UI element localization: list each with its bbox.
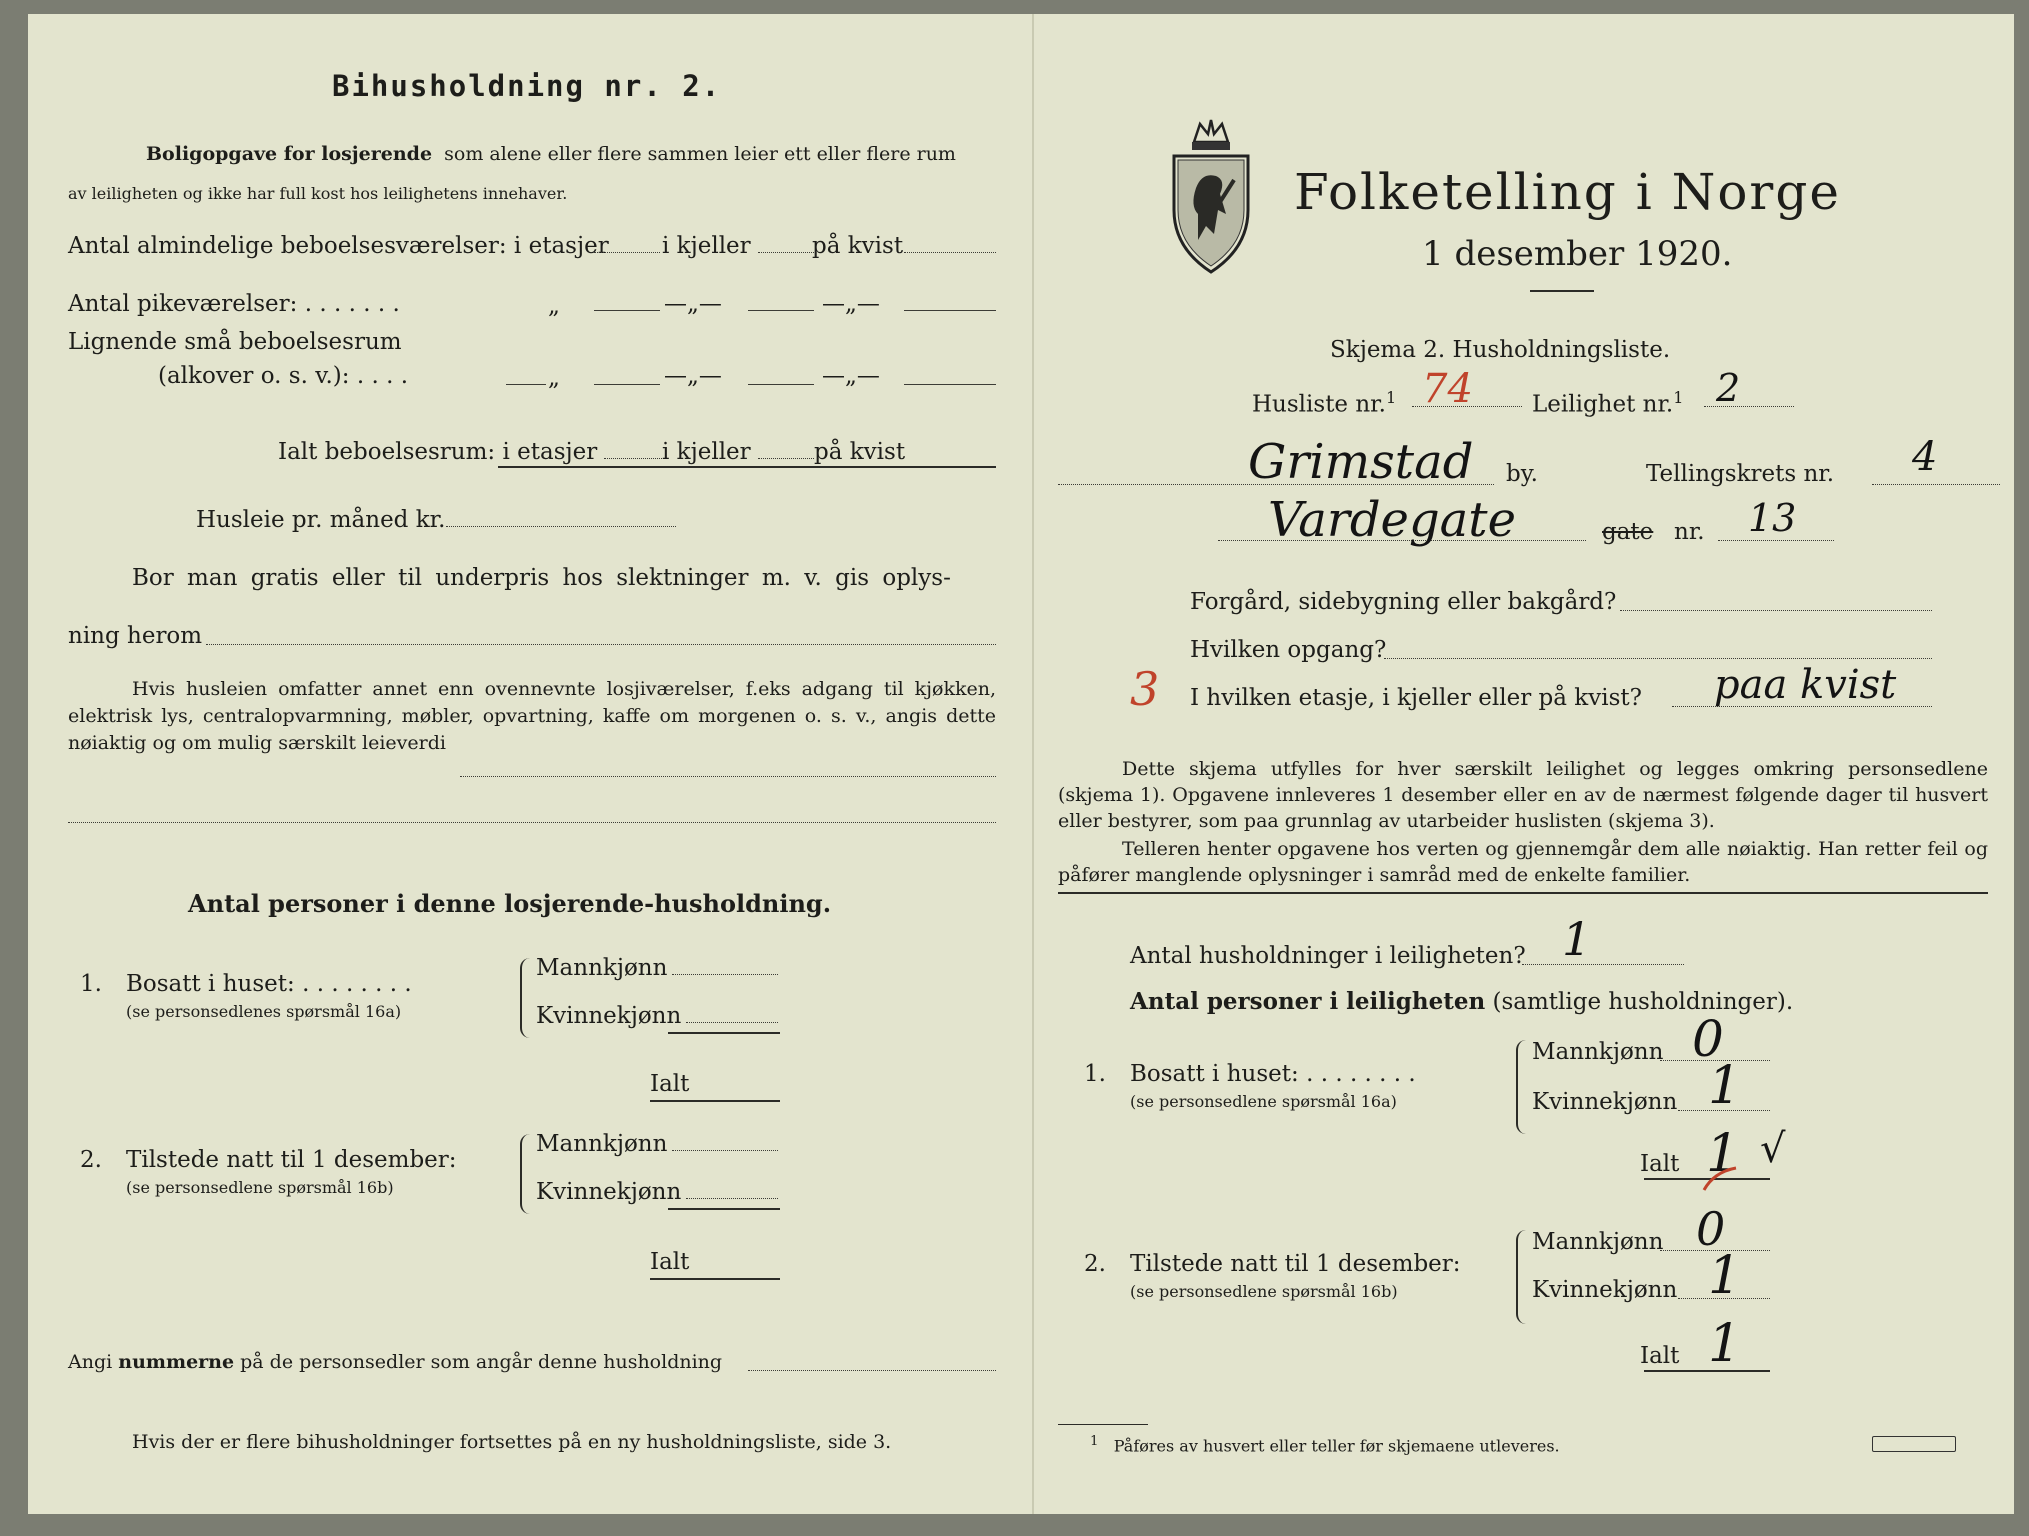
- households-field[interactable]: [1522, 964, 1684, 965]
- check-mark-icon: √: [1760, 1126, 1786, 1172]
- apartment-value: 2: [1716, 366, 1741, 410]
- q2-male-label: Mannkjønn: [536, 1131, 668, 1157]
- left-title: Bihusholdning nr. 2.: [332, 69, 722, 103]
- numbers-bold: nummerne: [118, 1351, 235, 1373]
- intro-rest: som alene eller flere sammen leier ett eller flere rum: [444, 143, 956, 165]
- q1-female-field[interactable]: [686, 1022, 778, 1023]
- footnote-text: Påføres av husvert eller teller før skjemaene utleveres.: [1113, 1436, 1560, 1456]
- apartment-label: [1532, 384, 1683, 419]
- total-rooms-rule: [498, 466, 996, 468]
- q1-female-label: Kvinnekjønn: [1532, 1089, 1678, 1115]
- alcove-line: [506, 384, 546, 385]
- free-line-2: ning herom: [68, 623, 203, 649]
- q2-total-label: Ialt: [650, 1249, 690, 1275]
- ditto-mark: „: [548, 365, 560, 391]
- q2-brace: [520, 1134, 530, 1214]
- q1-female-label: Kvinnekjønn: [536, 1003, 682, 1029]
- alcove-cellar-field[interactable]: [748, 384, 814, 385]
- similar-rooms-label: Lignende små beboelsesrum: [68, 329, 402, 355]
- left-page-bihusholdning: [28, 14, 1032, 1514]
- q1-number: 1.: [80, 971, 102, 997]
- rooms-attic-label: på kvist: [812, 233, 904, 259]
- q2-total-field[interactable]: [650, 1278, 780, 1280]
- q2-female-label: Kvinnekjønn: [536, 1179, 682, 1205]
- q1-sub: (se personsedlene spørsmål 16a): [1130, 1092, 1397, 1111]
- apartment-text: Leilighet nr.: [1532, 391, 1674, 418]
- q1-brace: [520, 958, 530, 1038]
- rooms-label: Antal almindelige beboelsesværelser: i etasjer: [68, 233, 609, 259]
- persons-bold: Antal personer i leiligheten: [1130, 988, 1486, 1015]
- floor-value: paa kvist: [1714, 662, 1897, 708]
- q1-brace: [1516, 1040, 1526, 1134]
- ditto-mark: —„—: [664, 291, 722, 317]
- footnote-mark: 1: [1090, 1434, 1099, 1449]
- persons-rest: (samtlige husholdninger).: [1492, 989, 1794, 1015]
- q1-label: Bosatt i huset: . . . . . . . .: [126, 971, 412, 997]
- q1-female-value: 1: [1708, 1056, 1742, 1116]
- section-divider: [1058, 892, 1988, 894]
- q2-total-label: Ialt: [1640, 1343, 1680, 1369]
- q1-total-field[interactable]: [650, 1100, 780, 1102]
- alcove-floor-field[interactable]: [594, 384, 660, 385]
- q2-female-label: Kvinnekjønn: [1532, 1277, 1678, 1303]
- title-divider: [1530, 290, 1594, 292]
- rent-note-field-2[interactable]: [68, 822, 996, 823]
- house-list-text: Husliste nr.: [1252, 391, 1386, 418]
- numbers-rest: på de personsedler som angår denne husholdning: [240, 1351, 723, 1373]
- total-attic-label: på kvist: [814, 439, 906, 465]
- entrance-question: Hvilken opgang?: [1190, 637, 1387, 663]
- footnote-mark: 1: [1673, 388, 1684, 407]
- rooms-cellar-field[interactable]: [758, 252, 814, 253]
- q2-male-value: 0: [1696, 1202, 1726, 1256]
- q2-male-label: Mannkjønn: [1532, 1229, 1664, 1255]
- total-floor-field[interactable]: [604, 458, 662, 459]
- house-list-label: [1252, 384, 1396, 419]
- rent-field[interactable]: [446, 526, 676, 527]
- q2-male-field[interactable]: [672, 1150, 778, 1151]
- q1-male-value: 0: [1692, 1010, 1724, 1068]
- maid-floor-field[interactable]: [594, 310, 660, 311]
- q1-number: 1.: [1084, 1061, 1106, 1087]
- q2-label: Tilstede natt til 1 desember:: [126, 1147, 457, 1173]
- district-field[interactable]: [1872, 484, 2000, 485]
- floor-question: I hvilken etasje, i kjeller eller på kvist?: [1190, 685, 1642, 711]
- norwegian-coat-of-arms-icon: [1168, 114, 1254, 278]
- printer-stamp: [1872, 1436, 1956, 1452]
- q1-label: Bosatt i huset: . . . . . . . .: [1130, 1061, 1416, 1087]
- total-cellar-field[interactable]: [758, 458, 814, 459]
- rooms-floor-field[interactable]: [594, 252, 660, 253]
- q1-total-value: 1: [1706, 1124, 1740, 1184]
- free-field[interactable]: [206, 644, 996, 645]
- q2-sub: (se personsedlene spørsmål 16b): [1130, 1282, 1398, 1301]
- town-value: Grimstad: [1248, 434, 1474, 490]
- q2-total-value: 1: [1708, 1314, 1742, 1374]
- q2-number: 2.: [1084, 1251, 1106, 1277]
- ditto-mark: „: [548, 293, 560, 319]
- house-list-value: 74: [1422, 366, 1473, 412]
- q1-total-label: Ialt: [1640, 1151, 1680, 1177]
- census-sheet: [28, 14, 2014, 1514]
- rooms-attic-field[interactable]: [904, 252, 996, 253]
- maid-cellar-field[interactable]: [748, 310, 814, 311]
- q1-rule: [668, 1032, 780, 1034]
- alcove-attic-field[interactable]: [904, 384, 996, 385]
- q2-brace: [1516, 1230, 1526, 1324]
- numbers-line: [68, 1348, 722, 1376]
- q2-female-field[interactable]: [686, 1198, 778, 1199]
- intro-bold: Boligopgave for losjerende: [146, 143, 433, 165]
- rooms-cellar-label: i kjeller: [662, 233, 751, 259]
- numbers-field[interactable]: [748, 1370, 996, 1371]
- rent-note-field[interactable]: [460, 776, 996, 777]
- total-cellar-label: i kjeller: [662, 439, 751, 465]
- ditto-mark: —„—: [822, 291, 880, 317]
- free-line-1: Bor man gratis eller til underpris hos slektninger m. v. gis oplys-: [132, 565, 951, 591]
- instructions-1: Dette skjema utfylles for hver særskilt leilighet og legges omkring personsedlene (skjema 1). Opgavene innleveres 1 desember eller en av de nærmest følgende dager til husvert eller bestyrer, som paa grunnlag av utarbeider huslisten (skjema 3).: [1058, 758, 1988, 832]
- alcoves-label: (alkover o. s. v.): . . . .: [158, 363, 409, 389]
- footnote: [1090, 1428, 1560, 1460]
- district-label: Tellingskrets nr.: [1646, 461, 1835, 487]
- numbers-prefix: Angi: [68, 1351, 113, 1373]
- ditto-mark: —„—: [822, 363, 880, 389]
- q1-male-label: Mannkjønn: [1532, 1039, 1664, 1065]
- entrance-field[interactable]: [1384, 658, 1932, 659]
- street-nr-field[interactable]: [1718, 540, 1834, 541]
- q2-rule: [668, 1208, 780, 1210]
- census-date: 1 desember 1920.: [1422, 234, 1733, 274]
- rent-label: Husleie pr. måned kr.: [196, 507, 446, 533]
- floor-mark: 3: [1130, 662, 1160, 716]
- q2-number: 2.: [80, 1147, 102, 1173]
- maid-attic-field[interactable]: [904, 310, 996, 311]
- left-footer: Hvis der er flere bihusholdninger fortsettes på en ny husholdningsliste, side 3.: [132, 1431, 892, 1453]
- street-nr-value: 13: [1748, 496, 1797, 540]
- rent-note: Hvis husleien omfatter annet enn ovennevnte losjiværelser, f.eks adgang til kjøkken, elektrisk lys, centralopvarmning, møbler, opvartning, kaffe om morgenen o. s. v., angis dette nøiaktig og om mulig særskilt leieverdi: [68, 678, 996, 754]
- street-value: Vardegate: [1268, 492, 1516, 548]
- street-nr-label: nr.: [1674, 519, 1705, 545]
- intro-line-2: av leiligheten og ikke har full kost hos leilighetens innehaver.: [68, 184, 568, 203]
- building-field[interactable]: [1620, 610, 1932, 611]
- households-label: Antal husholdninger i leiligheten?: [1130, 943, 1526, 969]
- red-correction-mark-icon: [1700, 1164, 1740, 1194]
- q2-label: Tilstede natt til 1 desember:: [1130, 1251, 1461, 1277]
- right-title: Folketelling i Norge: [1294, 163, 1841, 221]
- intro-line-1: [146, 140, 956, 168]
- q2-female-value: 1: [1708, 1246, 1742, 1306]
- households-value: 1: [1562, 912, 1592, 966]
- ditto-mark: —„—: [664, 363, 722, 389]
- persons-heading: Antal personer i denne losjerende-husholdning.: [188, 889, 832, 918]
- q2-sub: (se personsedlene spørsmål 16b): [126, 1178, 394, 1197]
- instructions-2: Telleren henter opgavene hos verten og gjennemgår dem alle nøiaktig. Han retter feil og påfører manglende oplysninger i samråd med de enkelte familier.: [1058, 838, 1988, 886]
- q1-male-field[interactable]: [672, 974, 778, 975]
- maid-rooms-label: Antal pikeværelser: . . . . . . .: [68, 291, 400, 317]
- footnote-divider: [1058, 1424, 1148, 1425]
- town-label: by.: [1506, 461, 1538, 487]
- q1-sub: (se personsedlenes spørsmål 16a): [126, 1002, 402, 1021]
- q1-male-label: Mannkjønn: [536, 955, 668, 981]
- footnote-mark: 1: [1385, 388, 1397, 407]
- total-rooms-label: Ialt beboelsesrum: i etasjer: [278, 439, 598, 465]
- q2-total-field[interactable]: [1644, 1370, 1770, 1372]
- schema-label: Skjema 2. Husholdningsliste.: [1330, 337, 1671, 363]
- district-value: 4: [1912, 434, 1938, 480]
- right-page-husholdningsliste: [1032, 14, 2014, 1514]
- building-question: Forgård, sidebygning eller bakgård?: [1190, 589, 1617, 615]
- street-label: gate: [1602, 519, 1654, 545]
- q1-total-label: Ialt: [650, 1071, 690, 1097]
